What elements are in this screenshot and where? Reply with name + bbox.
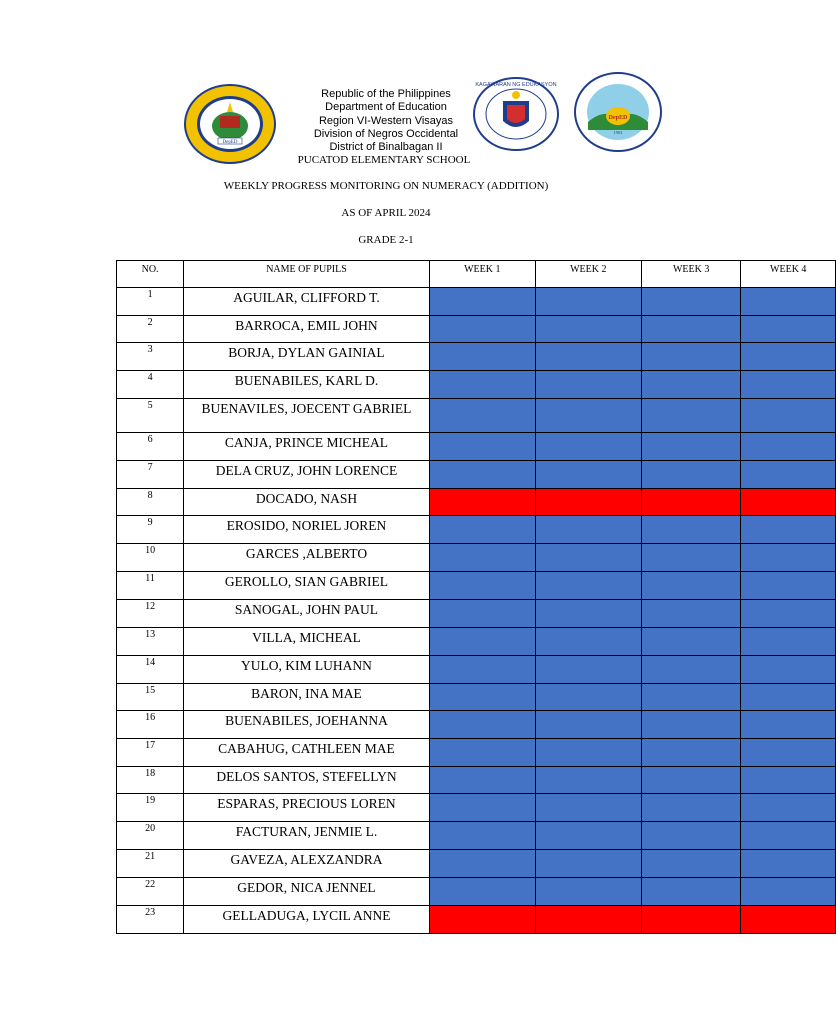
division-seal-center-text: DepED (608, 115, 628, 121)
week-2-status-cell (535, 767, 641, 794)
week-3-status-cell (641, 739, 741, 767)
row-number (117, 288, 184, 316)
row-number-text: 20 (145, 823, 156, 834)
week-3-status-cell (641, 767, 741, 794)
week-4-status-cell (741, 656, 836, 684)
week-2-status-cell (535, 433, 641, 461)
table-row (117, 822, 836, 850)
table-row (117, 767, 836, 794)
week-2-status-cell (535, 822, 641, 850)
row-number (117, 906, 184, 934)
pupil-name: BUENAVILES, JOECENT GABRIEL (184, 399, 430, 433)
week-2-status-cell (535, 656, 641, 684)
row-number-text: 1 (147, 289, 153, 300)
week-3-status-cell (641, 433, 741, 461)
row-number-text: 14 (145, 657, 156, 668)
pupil-name: BUENABILES, KARL D. (184, 371, 430, 399)
week-1-status-cell (429, 371, 535, 399)
table-row (117, 684, 836, 711)
table-row (117, 544, 836, 572)
week-2-status-cell (535, 572, 641, 600)
table-row (117, 572, 836, 600)
week-3-status-cell (641, 371, 741, 399)
row-number-text: 23 (145, 907, 156, 918)
row-number (117, 544, 184, 572)
table-row (117, 316, 836, 343)
svg-text:KAGAWARAN NG EDUKASYON: KAGAWARAN NG EDUKASYON (475, 82, 557, 88)
row-number (117, 656, 184, 684)
school-logo-center-text: DepED (222, 140, 238, 145)
week-4-status-cell (741, 878, 836, 906)
column-header-name: NAME OF PUPILS (184, 261, 430, 288)
week-1-status-cell (429, 489, 535, 516)
pupil-name: GELLADUGA, LYCIL ANNE (184, 906, 430, 934)
row-number-text: 2 (147, 317, 153, 328)
week-1-status-cell (429, 288, 535, 316)
table-row (117, 739, 836, 767)
week-2-status-cell (535, 711, 641, 739)
week-3-status-cell (641, 794, 741, 822)
week-1-status-cell (429, 600, 535, 628)
week-1-status-cell (429, 343, 535, 371)
row-number (117, 711, 184, 739)
week-3-status-cell (641, 288, 741, 316)
week-1-status-cell (429, 316, 535, 343)
row-number (117, 489, 184, 516)
table-row (117, 878, 836, 906)
week-2-status-cell (535, 794, 641, 822)
row-number-text: 17 (145, 740, 156, 751)
row-number-text: 8 (147, 490, 153, 501)
header-department: Department of Education (325, 101, 447, 113)
week-4-status-cell (741, 288, 836, 316)
week-1-status-cell (429, 711, 535, 739)
column-header-week-2: WEEK 2 (535, 261, 641, 288)
table-row (117, 628, 836, 656)
grade-section: GRADE 2-1 (358, 234, 414, 246)
row-number (117, 343, 184, 371)
report-date: AS OF APRIL 2024 (341, 207, 431, 219)
pupil-name: DOCADO, NASH (184, 489, 430, 516)
week-2-status-cell (535, 371, 641, 399)
pupil-name: CANJA, PRINCE MICHEAL (184, 433, 430, 461)
row-number-text: 19 (145, 795, 156, 806)
school-name: PUCATOD ELEMENTARY SCHOOL (297, 154, 471, 166)
week-2-status-cell (535, 343, 641, 371)
column-header-no: NO. (117, 261, 184, 288)
table-row (117, 433, 836, 461)
week-4-status-cell (741, 711, 836, 739)
week-4-status-cell (741, 489, 836, 516)
row-number (117, 371, 184, 399)
table-row (117, 906, 836, 934)
week-3-status-cell (641, 684, 741, 711)
week-2-status-cell (535, 288, 641, 316)
row-number-text: 22 (145, 879, 156, 890)
row-number (117, 628, 184, 656)
row-number (117, 433, 184, 461)
table-row (117, 516, 836, 544)
week-2-status-cell (535, 739, 641, 767)
week-1-status-cell (429, 516, 535, 544)
pupil-name: DELA CRUZ, JOHN LORENCE (184, 461, 430, 489)
week-4-status-cell (741, 767, 836, 794)
week-1-status-cell (429, 572, 535, 600)
division-seal-year: 1902 (613, 130, 623, 135)
week-2-status-cell (535, 684, 641, 711)
header-district: District of Binalbagan II (329, 141, 443, 153)
pupil-name: BARROCA, EMIL JOHN (184, 316, 430, 343)
pupil-name: SANOGAL, JOHN PAUL (184, 600, 430, 628)
week-4-status-cell (741, 628, 836, 656)
row-number (117, 316, 184, 343)
row-number-text: 12 (145, 601, 156, 612)
week-2-status-cell (535, 516, 641, 544)
week-4-status-cell (741, 516, 836, 544)
row-number (117, 767, 184, 794)
week-3-status-cell (641, 399, 741, 433)
report-title: WEEKLY PROGRESS MONITORING ON NUMERACY (ADDITION) (223, 180, 549, 192)
week-1-status-cell (429, 628, 535, 656)
week-2-status-cell (535, 316, 641, 343)
table-row (117, 461, 836, 489)
pupil-name: YULO, KIM LUHANN (184, 656, 430, 684)
table-row (117, 371, 836, 399)
pupil-name: FACTURAN, JENMIE L. (184, 822, 430, 850)
row-number (117, 461, 184, 489)
pupil-name: GARCES ,ALBERTO (184, 544, 430, 572)
week-2-status-cell (535, 628, 641, 656)
week-2-status-cell (535, 461, 641, 489)
week-3-status-cell (641, 906, 741, 934)
pupil-name: GAVEZA, ALEXZANDRA (184, 850, 430, 878)
row-number-text: 7 (147, 462, 153, 473)
row-number-text: 4 (147, 372, 153, 383)
pupil-name: BORJA, DYLAN GAINIAL (184, 343, 430, 371)
week-4-status-cell (741, 343, 836, 371)
row-number-text: 11 (145, 573, 155, 584)
week-2-status-cell (535, 878, 641, 906)
week-1-status-cell (429, 399, 535, 433)
row-number (117, 739, 184, 767)
row-number-text: 10 (145, 545, 156, 556)
header-region: Region VI-Western Visayas (318, 115, 454, 127)
week-4-status-cell (741, 433, 836, 461)
table-row (117, 399, 836, 433)
row-number (117, 399, 184, 433)
row-number-text: 16 (145, 712, 156, 723)
week-2-status-cell (535, 489, 641, 516)
week-1-status-cell (429, 794, 535, 822)
pupil-name: AGUILAR, CLIFFORD T. (184, 288, 430, 316)
week-4-status-cell (741, 600, 836, 628)
table-row (117, 711, 836, 739)
pupil-name: DELOS SANTOS, STEFELLYN (184, 767, 430, 794)
row-number-text: 5 (147, 400, 153, 411)
week-4-status-cell (741, 371, 836, 399)
header-republic: Republic of the Philippines (321, 88, 451, 100)
week-4-status-cell (741, 739, 836, 767)
week-3-status-cell (641, 544, 741, 572)
table-row (117, 489, 836, 516)
week-3-status-cell (641, 628, 741, 656)
row-number (117, 794, 184, 822)
row-number-text: 9 (147, 517, 153, 528)
week-3-status-cell (641, 461, 741, 489)
week-1-status-cell (429, 684, 535, 711)
week-4-status-cell (741, 544, 836, 572)
week-3-status-cell (641, 343, 741, 371)
table-row (117, 656, 836, 684)
column-header-week-1: WEEK 1 (429, 261, 535, 288)
week-3-status-cell (641, 489, 741, 516)
week-4-status-cell (741, 850, 836, 878)
header-division: Division of Negros Occidental (313, 128, 459, 140)
week-3-status-cell (641, 600, 741, 628)
table-header-row (117, 261, 836, 288)
row-number-text: 6 (147, 434, 153, 445)
week-4-status-cell (741, 316, 836, 343)
week-1-status-cell (429, 878, 535, 906)
week-1-status-cell (429, 433, 535, 461)
pupil-name: ESPARAS, PRECIOUS LOREN (184, 794, 430, 822)
week-2-status-cell (535, 600, 641, 628)
week-3-status-cell (641, 656, 741, 684)
row-number (117, 572, 184, 600)
column-header-week-3: WEEK 3 (641, 261, 741, 288)
row-number-text: 18 (145, 768, 156, 779)
week-3-status-cell (641, 572, 741, 600)
row-number (117, 684, 184, 711)
week-3-status-cell (641, 711, 741, 739)
week-2-status-cell (535, 399, 641, 433)
pupil-name: VILLA, MICHEAL (184, 628, 430, 656)
week-3-status-cell (641, 516, 741, 544)
week-4-status-cell (741, 399, 836, 433)
row-number (117, 878, 184, 906)
week-1-status-cell (429, 461, 535, 489)
week-1-status-cell (429, 850, 535, 878)
week-1-status-cell (429, 906, 535, 934)
table-row (117, 288, 836, 316)
week-1-status-cell (429, 656, 535, 684)
table-row (117, 850, 836, 878)
week-4-status-cell (741, 794, 836, 822)
week-4-status-cell (741, 461, 836, 489)
pupil-name: EROSIDO, NORIEL JOREN (184, 516, 430, 544)
week-3-status-cell (641, 850, 741, 878)
row-number (117, 600, 184, 628)
row-number-text: 15 (145, 685, 156, 696)
pupil-name: GEDOR, NICA JENNEL (184, 878, 430, 906)
week-1-status-cell (429, 822, 535, 850)
pupil-name: BARON, INA MAE (184, 684, 430, 711)
pupil-name: CABAHUG, CATHLEEN MAE (184, 739, 430, 767)
pupil-name: BUENABILES, JOEHANNA (184, 711, 430, 739)
row-number (117, 850, 184, 878)
row-number-text: 3 (147, 344, 153, 355)
week-4-status-cell (741, 822, 836, 850)
week-2-status-cell (535, 544, 641, 572)
pupil-name: GEROLLO, SIAN GABRIEL (184, 572, 430, 600)
week-4-status-cell (741, 906, 836, 934)
week-4-status-cell (741, 684, 836, 711)
week-3-status-cell (641, 878, 741, 906)
week-2-status-cell (535, 850, 641, 878)
week-2-status-cell (535, 906, 641, 934)
week-4-status-cell (741, 572, 836, 600)
table-row (117, 343, 836, 371)
table-row (117, 794, 836, 822)
row-number-text: 21 (145, 851, 156, 862)
row-number-text: 13 (145, 629, 156, 640)
progress-table (116, 260, 836, 934)
column-header-week-4: WEEK 4 (741, 261, 836, 288)
row-number (117, 516, 184, 544)
week-3-status-cell (641, 316, 741, 343)
row-number (117, 822, 184, 850)
table-row (117, 600, 836, 628)
week-1-status-cell (429, 544, 535, 572)
week-1-status-cell (429, 739, 535, 767)
week-3-status-cell (641, 822, 741, 850)
week-1-status-cell (429, 767, 535, 794)
